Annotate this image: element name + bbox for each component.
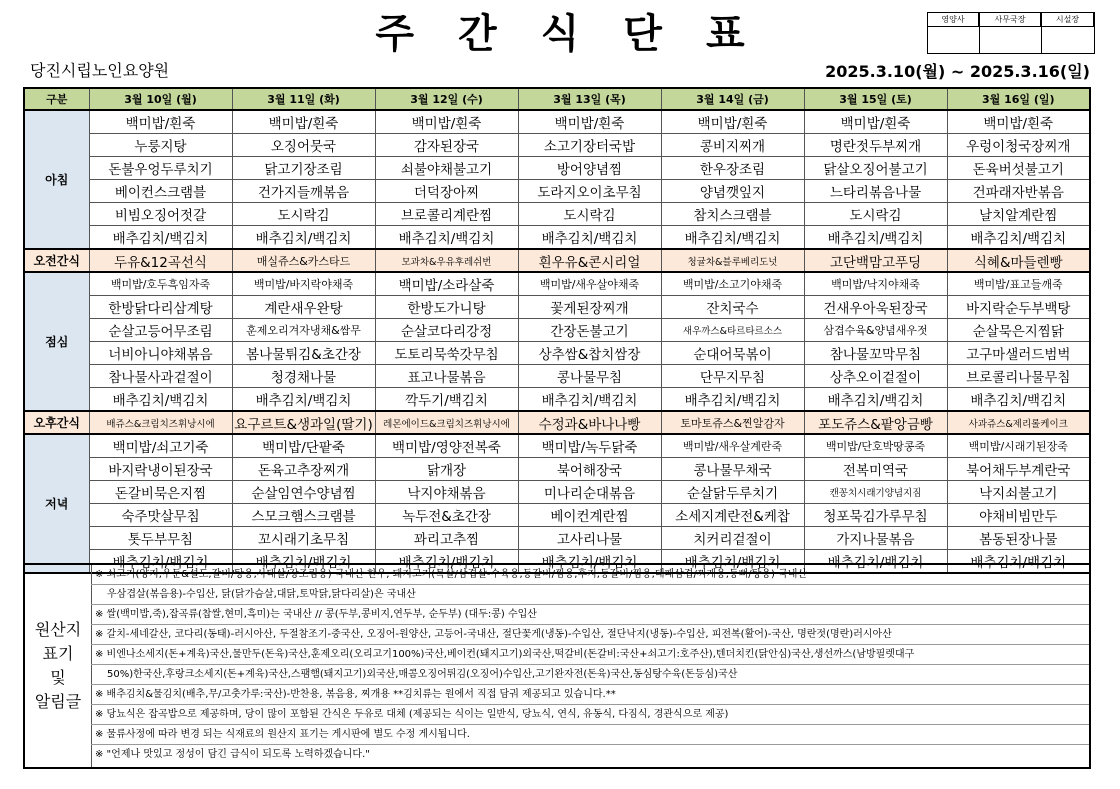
menu-cell: 스모크햄스크램블 xyxy=(232,504,375,527)
menu-cell: 백미밥/표고들깨죽 xyxy=(947,272,1090,296)
breakfast-label: 아침 xyxy=(24,110,89,249)
menu-cell: 백미밥/시래기된장죽 xyxy=(947,434,1090,458)
menu-cell: 닭고기장조림 xyxy=(232,157,375,180)
menu-cell: 배추김치/백김치 xyxy=(661,550,804,574)
menu-cell: 도시락김 xyxy=(232,203,375,226)
approval-signature-space xyxy=(928,27,979,53)
notice-label-line: 알림글 xyxy=(34,692,82,711)
notice-label-line: 표기 xyxy=(42,644,74,663)
day-header: 3월 11일 (화) xyxy=(232,88,375,110)
snack-cell: 청귤차&블루베리도넛 xyxy=(661,249,804,272)
origin-note: ※ 물류사정에 따라 변경 되는 식재료의 원산지 표기는 게시판에 별도 수정 게시됩니다. xyxy=(91,725,1089,745)
menu-cell: 배추김치/백김치 xyxy=(804,550,947,574)
menu-cell: 참나물꼬막무침 xyxy=(804,342,947,365)
am_snack-row xyxy=(24,249,1090,272)
origin-note: ※ 갈치-세네갈산, 코다리(동태)-러시아산, 두절참조기-중국산, 오징어-원양산, 고등어-국내산, 절단꽃게(냉동)-수입산, 절단낙지(냉동)-수입산, 피전복(활어)-국산, 명란젓(명란)러시아산 xyxy=(91,625,1089,645)
header-row xyxy=(24,88,1090,110)
menu-cell: 콩나물무채국 xyxy=(661,458,804,481)
weekly-menu-table xyxy=(23,87,1091,574)
menu-cell: 날치알계란찜 xyxy=(947,203,1090,226)
menu-cell: 치커리겉절이 xyxy=(661,527,804,550)
menu-cell: 청경채나물 xyxy=(232,365,375,388)
menu-cell: 가지나물볶음 xyxy=(804,527,947,550)
menu-cell: 돈육고추장찌개 xyxy=(232,458,375,481)
menu-cell: 도시락김 xyxy=(804,203,947,226)
dinner-row xyxy=(24,434,1090,458)
menu-cell: 낙지야채볶음 xyxy=(375,481,518,504)
origin-note: 50%)한국산,후랑크소세지(돈+계육)국산,스팸햄(돼지고기)외국산,매콤오징어튀김(오징어)수입산,고기완자전(돈육)국산,동심탕수육(돈등심)국산 xyxy=(91,665,1089,685)
menu-cell: 돈육버섯불고기 xyxy=(947,157,1090,180)
menu-cell: 순살임연수양념찜 xyxy=(232,481,375,504)
dinner-row xyxy=(24,458,1090,481)
menu-cell: 백미밥/쇠고기죽 xyxy=(89,434,232,458)
menu-cell: 브로콜리나물무침 xyxy=(947,365,1090,388)
menu-cell: 도토리묵쑥갓무침 xyxy=(375,342,518,365)
dinner-row xyxy=(24,527,1090,550)
dinner-label: 저녁 xyxy=(24,434,89,573)
menu-cell: 순살묵은지찜닭 xyxy=(947,319,1090,342)
menu-cell: 새우까스&타르타르소스 xyxy=(661,319,804,342)
menu-cell: 쇠불야채불고기 xyxy=(375,157,518,180)
menu-cell: 표고나물볶음 xyxy=(375,365,518,388)
menu-cell: 배추김치/백김치 xyxy=(804,226,947,250)
breakfast-row xyxy=(24,134,1090,157)
menu-cell: 한방도가니탕 xyxy=(375,296,518,319)
menu-cell: 백미밥/녹두닭죽 xyxy=(518,434,661,458)
page-title: 주간식단표 xyxy=(375,11,789,57)
notice-label-line: 원산지 xyxy=(34,620,82,639)
menu-cell: 소세지계란전&케찹 xyxy=(661,504,804,527)
approval-label: 영양사 xyxy=(928,13,979,27)
approval-box xyxy=(927,12,1095,54)
menu-cell: 백미밥/흰죽 xyxy=(947,110,1090,134)
snack-cell: 토마토쥬스&찐알감자 xyxy=(661,411,804,434)
menu-cell: 방어양념찜 xyxy=(518,157,661,180)
snack-cell: 두유&12곡선식 xyxy=(89,249,232,272)
menu-cell: 베이컨스크램블 xyxy=(89,180,232,203)
menu-cell: 배추김치/백김치 xyxy=(375,550,518,574)
notice-label-line: 및 xyxy=(50,668,66,687)
menu-cell: 배추김치/백김치 xyxy=(947,226,1090,250)
menu-cell: 돈불우엉두루치기 xyxy=(89,157,232,180)
menu-cell: 숙주맛살무침 xyxy=(89,504,232,527)
lunch-row xyxy=(24,342,1090,365)
snack-cell: 식혜&마들렌빵 xyxy=(947,249,1090,272)
approval-signature-space xyxy=(980,27,1041,53)
snack-cell: 고단백맘고푸딩 xyxy=(804,249,947,272)
menu-cell: 꽃게된장찌개 xyxy=(518,296,661,319)
menu-cell: 백미밥/새우살계란죽 xyxy=(661,434,804,458)
menu-cell: 건파래자반볶음 xyxy=(947,180,1090,203)
menu-cell: 백미밥/흰죽 xyxy=(804,110,947,134)
corner-header: 구분 xyxy=(24,88,89,110)
menu-cell: 북어채두부계란국 xyxy=(947,458,1090,481)
menu-period: 2025.3.10(월) ~ 2025.3.16(일) xyxy=(825,62,1090,81)
menu-cell: 한우장조림 xyxy=(661,157,804,180)
menu-cell: 배추김치/백김치 xyxy=(232,550,375,574)
menu-cell: 참치스크램블 xyxy=(661,203,804,226)
menu-cell: 콩비지찌개 xyxy=(661,134,804,157)
menu-cell: 배추김치/백김치 xyxy=(518,388,661,412)
menu-cell: 백미밥/소라살죽 xyxy=(375,272,518,296)
origin-note: ※ 비엔나소세지(돈+계육)국산,물만두(돈육)국산,훈제오리(오리고기100%)국산,베이컨(돼지고기)외국산,떡갈비(돈갈비:국산+쇠고기:호주산),텐더치킨(닭안심)국산,생선까스(남방필렛대구 xyxy=(91,645,1089,665)
snack-cell: 사과쥬스&제리롤케이크 xyxy=(947,411,1090,434)
menu-cell: 백미밥/흰죽 xyxy=(232,110,375,134)
breakfast-row xyxy=(24,157,1090,180)
lunch-row xyxy=(24,296,1090,319)
menu-cell: 백미밥/흰죽 xyxy=(375,110,518,134)
menu-cell: 우렁이청국장찌개 xyxy=(947,134,1090,157)
menu-cell: 백미밥/흰죽 xyxy=(661,110,804,134)
menu-cell: 너비아니야채볶음 xyxy=(89,342,232,365)
menu-cell: 봄나물튀김&초간장 xyxy=(232,342,375,365)
menu-cell: 꽈리고추찜 xyxy=(375,527,518,550)
origin-notice-box xyxy=(23,563,1091,769)
menu-cell: 고사리나물 xyxy=(518,527,661,550)
menu-cell: 오징어뭇국 xyxy=(232,134,375,157)
menu-cell: 배추김치/백김치 xyxy=(518,550,661,574)
menu-cell: 배추김치/백김치 xyxy=(947,388,1090,412)
menu-cell: 바지락냉이된장국 xyxy=(89,458,232,481)
menu-cell: 백미밥/소고기야채죽 xyxy=(661,272,804,296)
lunch-row xyxy=(24,365,1090,388)
lunch-row xyxy=(24,319,1090,342)
menu-cell: 배추김치/백김치 xyxy=(661,226,804,250)
menu-cell: 봄동된장나물 xyxy=(947,527,1090,550)
menu-cell: 상추쌈&찹치쌈장 xyxy=(518,342,661,365)
am_snack-label: 오전간식 xyxy=(24,249,89,272)
menu-cell: 도라지오이초무침 xyxy=(518,180,661,203)
day-header: 3월 13일 (목) xyxy=(518,88,661,110)
lunch-row xyxy=(24,272,1090,296)
menu-cell: 건가지들깨볶음 xyxy=(232,180,375,203)
menu-cell: 백미밥/영양전복죽 xyxy=(375,434,518,458)
pm_snack-label: 오후간식 xyxy=(24,411,89,434)
origin-note: ※ 쇠고기(양지,우둔&설도,갈비/탕용,사태살/장조림용) 국내산 한우, 돼지고기(목살/삼겹살-수육용,등갈비/찜용,후지,등갈비/찜용,대패삼겹/찌개용,등뼈/탕용) 국내산 xyxy=(91,565,1089,585)
menu-cell: 닭개장 xyxy=(375,458,518,481)
menu-cell: 꼬시래기초무침 xyxy=(232,527,375,550)
snack-cell: 배쥬스&크림치즈휘낭시에 xyxy=(89,411,232,434)
lunch-row xyxy=(24,388,1090,412)
menu-cell: 배추김치/백김치 xyxy=(661,388,804,412)
menu-cell: 도시락김 xyxy=(518,203,661,226)
menu-cell: 녹두전&초간장 xyxy=(375,504,518,527)
snack-cell: 모과차&우유후레쉬번 xyxy=(375,249,518,272)
menu-cell: 낙지쇠불고기 xyxy=(947,481,1090,504)
menu-cell: 훈제오리겨자냉채&쌈무 xyxy=(232,319,375,342)
menu-cell: 백미밥/단호박땅콩죽 xyxy=(804,434,947,458)
menu-cell: 순대어묵볶이 xyxy=(661,342,804,365)
menu-cell: 상추오이겉절이 xyxy=(804,365,947,388)
menu-cell: 순살고등어무조림 xyxy=(89,319,232,342)
menu-cell: 배추김치/백김치 xyxy=(89,388,232,412)
menu-cell: 느타리볶음나물 xyxy=(804,180,947,203)
approval-label: 사무국장 xyxy=(980,13,1041,27)
pm_snack-row xyxy=(24,411,1090,434)
menu-cell: 전복미역국 xyxy=(804,458,947,481)
origin-note: ※ 당뇨식은 잡곡밥으로 제공하며, 당이 많이 포함된 간식은 두유로 대체 (제공되는 식이는 일반식, 당뇨식, 연식, 유동식, 다짐식, 경관식으로 제공) xyxy=(91,705,1089,725)
menu-cell: 건새우아욱된장국 xyxy=(804,296,947,319)
origin-note: ※ 쌀(백미밥,죽),잡곡류(찹쌀,현미,흑미)는 국내산 // 콩(두부,콩비지,연두부, 순두부) (대두:콩) 수입산 xyxy=(91,605,1089,625)
breakfast-row xyxy=(24,180,1090,203)
menu-cell: 베이컨계란찜 xyxy=(518,504,661,527)
menu-cell: 삼겹수육&양념새우젓 xyxy=(804,319,947,342)
breakfast-row xyxy=(24,110,1090,134)
origin-note: ※ "언제나 맛있고 정성이 담긴 급식이 되도록 노력하겠습니다." xyxy=(95,749,370,760)
menu-cell: 비빔오징어젓갈 xyxy=(89,203,232,226)
snack-cell: 매실쥬스&카스타드 xyxy=(232,249,375,272)
day-header: 3월 14일 (금) xyxy=(661,88,804,110)
day-header: 3월 15일 (토) xyxy=(804,88,947,110)
day-header: 3월 16일 (일) xyxy=(947,88,1090,110)
menu-cell: 콩나물무침 xyxy=(518,365,661,388)
approval-director xyxy=(1042,13,1094,53)
origin-notice-list xyxy=(91,565,1089,764)
menu-cell: 야채비빔만두 xyxy=(947,504,1090,527)
menu-cell: 백미밥/흰죽 xyxy=(518,110,661,134)
approval-office-manager xyxy=(980,13,1042,53)
menu-cell: 캔꽁치시래기양념지짐 xyxy=(804,481,947,504)
menu-cell: 백미밥/새우살야채죽 xyxy=(518,272,661,296)
breakfast-row xyxy=(24,203,1090,226)
menu-cell: 참나물사과겉절이 xyxy=(89,365,232,388)
menu-cell: 브로콜리계란찜 xyxy=(375,203,518,226)
menu-cell: 배추김치/백김치 xyxy=(804,388,947,412)
menu-cell: 닭살오징어불고기 xyxy=(804,157,947,180)
menu-cell: 순살닭두루치기 xyxy=(661,481,804,504)
snack-cell: 레몬에이드&크림치즈휘낭시에 xyxy=(375,411,518,434)
menu-cell: 배추김치/백김치 xyxy=(947,550,1090,574)
menu-cell: 고구마샐러드범벅 xyxy=(947,342,1090,365)
menu-cell: 톳두부무침 xyxy=(89,527,232,550)
dinner-row xyxy=(24,504,1090,527)
menu-cell: 배추김치/백김치 xyxy=(89,226,232,250)
menu-cell: 단무지무침 xyxy=(661,365,804,388)
menu-cell: 바지락순두부백탕 xyxy=(947,296,1090,319)
menu-cell: 백미밥/바지락야채죽 xyxy=(232,272,375,296)
menu-cell: 백미밥/호두흑임자죽 xyxy=(89,272,232,296)
menu-cell: 백미밥/낙지야채죽 xyxy=(804,272,947,296)
menu-cell: 돈갈비묵은지찜 xyxy=(89,481,232,504)
menu-cell: 한방닭다리삼계탕 xyxy=(89,296,232,319)
snack-cell: 흰우유&콘시리얼 xyxy=(518,249,661,272)
menu-cell: 감자된장국 xyxy=(375,134,518,157)
approval-signature-space xyxy=(1042,27,1094,53)
snack-cell: 수정과&바나나빵 xyxy=(518,411,661,434)
menu-cell: 더덕장아찌 xyxy=(375,180,518,203)
origin-note: 우삼겹살(볶음용)-수입산, 닭(닭가슴살,대닭,토막닭,닭다리살)은 국내산 xyxy=(91,585,1089,605)
menu-cell: 미나리순대볶음 xyxy=(518,481,661,504)
menu-cell: 배추김치/백김치 xyxy=(232,388,375,412)
menu-cell: 북어해장국 xyxy=(518,458,661,481)
menu-cell: 배추김치/백김치 xyxy=(518,226,661,250)
menu-cell: 간장돈불고기 xyxy=(518,319,661,342)
lunch-label: 점심 xyxy=(24,272,89,411)
dinner-row xyxy=(24,481,1090,504)
menu-cell: 백미밥/흰죽 xyxy=(89,110,232,134)
menu-cell: 누룽지탕 xyxy=(89,134,232,157)
facility-name: 당진시립노인요양원 xyxy=(30,61,170,80)
day-header: 3월 12일 (수) xyxy=(375,88,518,110)
origin-notice-label xyxy=(25,565,92,767)
snack-cell: 포도쥬스&팥앙금빵 xyxy=(804,411,947,434)
menu-cell: 배추김치/백김치 xyxy=(89,550,232,574)
menu-cell: 잔치국수 xyxy=(661,296,804,319)
approval-nutritionist xyxy=(928,13,980,53)
menu-cell: 순살코다리강정 xyxy=(375,319,518,342)
menu-cell: 명란젓두부찌개 xyxy=(804,134,947,157)
menu-cell: 양념깻잎지 xyxy=(661,180,804,203)
menu-cell: 배추김치/백김치 xyxy=(232,226,375,250)
breakfast-row xyxy=(24,226,1090,250)
menu-cell: 백미밥/단팥죽 xyxy=(232,434,375,458)
day-header: 3월 10일 (월) xyxy=(89,88,232,110)
menu-cell: 깍두기/백김치 xyxy=(375,388,518,412)
menu-cell: 배추김치/백김치 xyxy=(375,226,518,250)
snack-cell: 요구르트&생과일(딸기) xyxy=(232,411,375,434)
origin-note: ※ 배추김치&물김치(배추,무/고춧가루:국산)-반찬용, 볶음용, 찌개용 **김치류는 원에서 직접 담궈 제공되고 있습니다.** xyxy=(91,685,1089,705)
menu-cell: 계란새우완탕 xyxy=(232,296,375,319)
menu-cell: 청포묵김가루무침 xyxy=(804,504,947,527)
approval-label: 시설장 xyxy=(1042,13,1094,27)
menu-cell: 소고기장터국밥 xyxy=(518,134,661,157)
